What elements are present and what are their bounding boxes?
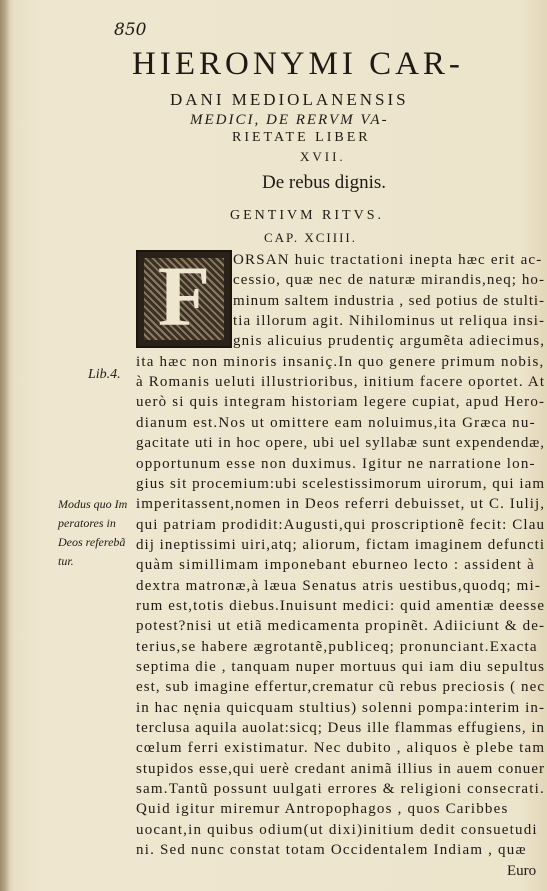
decorated-initial xyxy=(136,250,232,348)
text-line: gnis alicuius prudentiç argumẽta adiecimus, xyxy=(233,333,546,350)
text-line: opportunum esse non duximus. Igitur ne narratione lon- xyxy=(136,455,536,472)
margin-note-line: Modus quo Im xyxy=(58,497,128,511)
chapter-number: CAP. XCIIII. xyxy=(264,230,357,245)
book-number: XVII. xyxy=(300,149,346,164)
text-line: ita hæc non minoris insaniç.In quo genere primum nobis, xyxy=(136,353,545,370)
text-line: uocant,in quibus odium(ut dixi)initium dedit consuetudi xyxy=(136,821,538,838)
text-line: ORSAN huic tractationi inepta hæc erit ac- xyxy=(233,252,543,268)
running-title-line-1: HIERONYMI CAR- xyxy=(132,46,464,82)
text-line: ni. Sed nunc constat totam Occidentalem Indiam , quæ xyxy=(136,842,527,859)
text-line: à Romanis ueluti illustrioribus, initium facere oportet. At xyxy=(136,374,546,391)
margin-note-line: tur. xyxy=(58,554,74,568)
initial-letter: F xyxy=(157,248,211,344)
text-line: gius sit procemium:ubi scelestissimorum uirorum, qui iam xyxy=(136,475,546,492)
text-line: gacitate uti in hoc opere, ubi uel syllabæ sunt expendendæ, xyxy=(136,435,545,452)
text-line: minum saltem industria , sed potius de stulti- xyxy=(233,292,545,309)
text-line: terius,se habere ægrotantẽ,publiceq; pronunciant.Exacta xyxy=(136,638,538,655)
text-line: dextra matronæ,à læua Senatus atris uestibus,quodq; mi- xyxy=(136,577,542,594)
text-line: rum est,totis diebus.Inuisunt medici: quid amentiæ deesse xyxy=(136,597,546,614)
running-title-line-4: RIETATE LIBER xyxy=(232,130,371,145)
running-title-line-2: DANI MEDIOLANENSIS xyxy=(170,90,409,109)
text-line: dij ineptissimi uiri,atq; aliorum, fictam imaginem defuncti xyxy=(136,536,545,553)
running-title-line-3: MEDICI, DE RERVM VA- xyxy=(190,112,389,128)
text-line: qui patriam prodidit:Augusti,qui proscriptionẽ fecit: Clau xyxy=(136,516,546,533)
text-line: potest?nisi ut etiã medicamenta propinẽt. Adiiciunt & de- xyxy=(136,618,546,635)
text-line: cessio, quæ nec de naturæ mirandis,neq; ho- xyxy=(233,272,546,289)
section-title: De rebus dignis. xyxy=(262,172,387,193)
text-line: Euro xyxy=(507,862,537,879)
text-line: stupidos esse,qui uerè credant animã illius in auem conuer xyxy=(136,760,546,777)
text-line: est, sub imagine effertur,crematur cũ rebus preciosis ( nec xyxy=(136,679,546,696)
margin-reference: Lib.4. xyxy=(88,367,121,382)
text-line: cœlum ferri existimatur. Nec dubito , aliquos è plebe tam xyxy=(136,740,546,757)
text-line: quàm simillimam imponebant eburneo lecto : assident à xyxy=(136,557,535,574)
margin-note-line: peratores in xyxy=(58,516,116,530)
text-line: in hac nęnia quicquam stultius) solenni pompa:interim in- xyxy=(136,699,546,716)
text-line: imperitassent,nomen in Deos referri debuisset, ut C. Iulij, xyxy=(136,496,546,513)
text-line: Quid igitur miremur Antropophagos , quos Caribbes xyxy=(136,801,509,818)
text-line: uerò si quis integram historiam legere cupiat, apud Hero- xyxy=(136,394,546,411)
text-line: terclusa aquila auolat:sicq; Deus ille flammas effugiens, in xyxy=(136,720,545,737)
page-number: 850 xyxy=(114,20,147,40)
text-line: sam.Tantũ possunt uulgati errores & religioni consecrati. xyxy=(136,781,545,798)
chapter-title: GENTIVM RITVS. xyxy=(230,208,384,223)
binding-gutter xyxy=(0,0,10,891)
text-line: tia illorum agit. Nihilominus ut reliqua insi- xyxy=(233,313,546,330)
text-line: septima die , tanquam nuper mortuus qui iam diu sepultus xyxy=(136,659,546,675)
margin-note-line: Deos referebã xyxy=(58,535,126,549)
text-line: dianum est.Nos ut omittere eam noluimus,ita Græca nu- xyxy=(136,414,536,431)
